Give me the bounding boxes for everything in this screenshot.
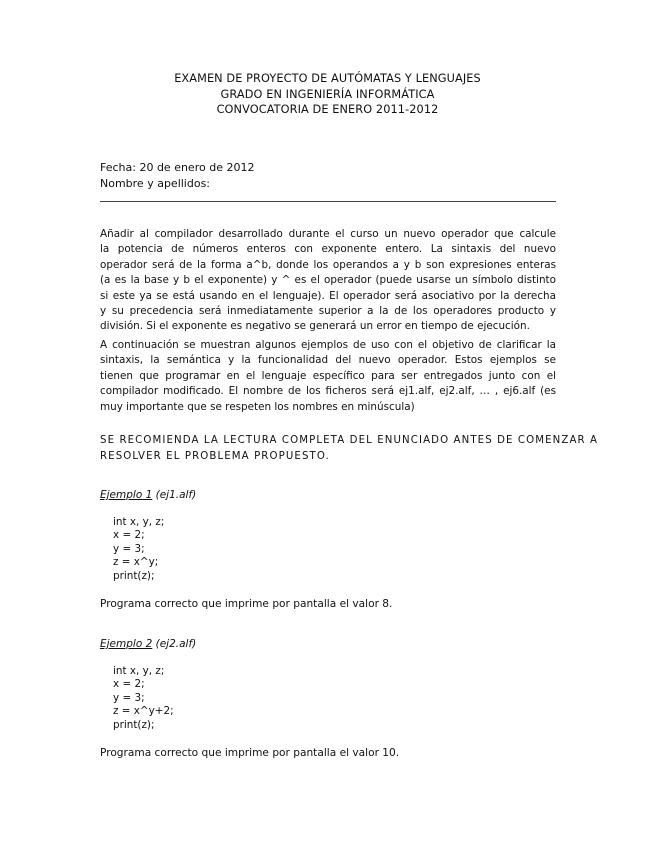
continuation-line: tienen que programar en el lenguaje específico para ser entregados junto con el: [100, 369, 556, 382]
code-line: z = x^y+2;: [113, 705, 174, 718]
intro-line: Añadir al compilador desarrollado durante el curso un nuevo operador que calcule: [100, 228, 556, 240]
code-line: y = 3;: [113, 691, 145, 704]
student-name-label: Nombre y apellidos:: [100, 176, 211, 190]
code-line: print(z);: [113, 718, 155, 731]
intro-line: si este ya se está usando en el lenguaje). El operador será asociativo por la derecha: [100, 289, 556, 302]
code-line: y = 3;: [113, 542, 145, 555]
code-line: int x, y, z;: [113, 665, 165, 677]
example-1-title: [100, 489, 196, 501]
warning-line: RESOLVER EL PROBLEMA PROPUESTO.: [100, 450, 330, 462]
example-1-code: [113, 516, 164, 583]
continuation-line: compilador modificado. El nombre de los ficheros será ej1.alf, ej2.alf, … , ej6.alf (es: [100, 385, 556, 398]
code-line: x = 2;: [113, 678, 145, 691]
header-degree: GRADO EN INGENIERÍA INFORMÁTICA: [220, 87, 435, 101]
example-1-file: (ej1.alf): [155, 489, 197, 501]
code-line: int x, y, z;: [113, 516, 165, 528]
code-line: print(z);: [113, 569, 155, 582]
intro-line: la potencia de números enteros con exponente entero. La sintaxis del nuevo: [100, 243, 556, 256]
continuation-paragraph: [100, 338, 556, 415]
example-1-label: Ejemplo 1: [100, 489, 153, 501]
warning-line: SE RECOMIENDA LA LECTURA COMPLETA DEL ENUNCIADO ANTES DE COMENZAR A: [100, 435, 599, 446]
example-1-result: Programa correcto que imprime por pantalla el valor 8.: [100, 598, 393, 610]
example-2-result: Programa correcto que imprime por pantalla el valor 10.: [100, 747, 400, 759]
continuation-line: muy importante que se respeten los nombres en minúscula): [100, 400, 415, 413]
example-2-title: [100, 638, 196, 650]
code-line: x = 2;: [113, 529, 145, 542]
example-2-label: Ejemplo 2: [100, 638, 153, 650]
header-session: CONVOCATORIA DE ENERO 2011-2012: [216, 103, 439, 116]
intro-paragraph: [100, 227, 556, 335]
warning-notice: [100, 433, 599, 464]
exam-header: [0, 71, 655, 118]
separator-line: [100, 201, 556, 202]
continuation-line: sintaxis, la semántica y la funcionalidad del nuevo operador. Estos ejemplos se: [100, 354, 556, 367]
exam-meta: [100, 160, 254, 191]
example-2-file: (ej2.alf): [155, 638, 197, 650]
code-line: z = x^y;: [113, 556, 159, 569]
header-title: EXAMEN DE PROYECTO DE AUTÓMATAS Y LENGUAJES: [174, 72, 481, 85]
intro-line: y su precedencia será inmediatamente superior a la de los operadores producto y: [100, 305, 556, 318]
intro-line: división. Si el exponente es negativo se generará un error en tiempo de ejecución.: [100, 320, 530, 333]
intro-line: operador será de la forma a^b, donde los operandos a y b son expresiones enteras: [100, 258, 556, 271]
intro-line: (a es la base y b el exponente) y ^ es el operador (puede usarse un símbolo distinto: [100, 274, 556, 287]
exam-date: Fecha: 20 de enero de 2012: [100, 161, 255, 174]
continuation-line: A continuación se muestran algunos ejemplos de uso con el objetivo de clarificar la: [100, 339, 556, 351]
example-2-code: [113, 665, 174, 732]
